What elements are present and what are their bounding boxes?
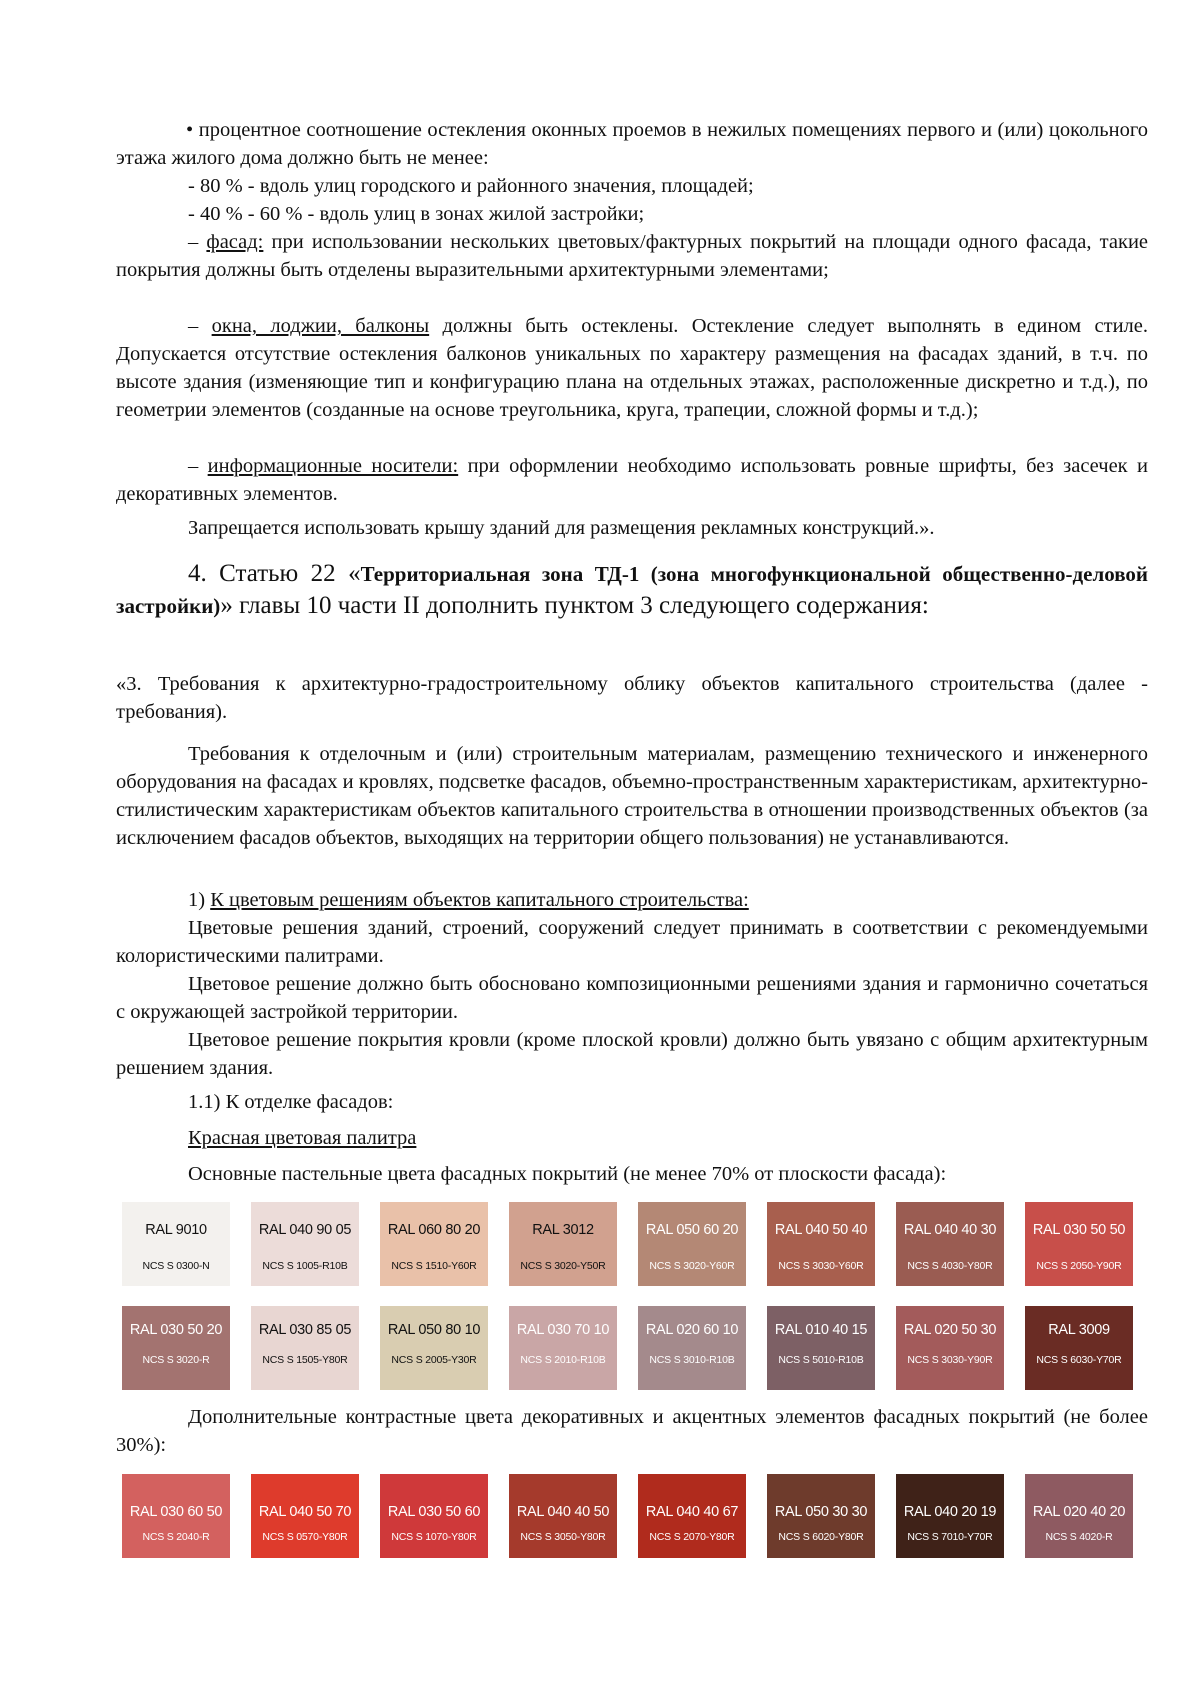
paragraph-roof-ads: Запрещается использовать крышу зданий для размещения рекламных конструкций.». bbox=[188, 517, 935, 539]
swatch-ral-code: RAL 030 50 60 bbox=[387, 1504, 481, 1520]
swatch-ral-code: RAL 9010 bbox=[145, 1222, 207, 1238]
color-swatch bbox=[1025, 1306, 1133, 1390]
swatch-ral-code: RAL 050 30 30 bbox=[774, 1504, 868, 1520]
swatch-ral-code: RAL 3009 bbox=[1048, 1322, 1110, 1338]
swatch-ncs-code: NCS S 2070-Y80R bbox=[649, 1531, 735, 1543]
swatch-ncs-code: NCS S 6030-Y70R bbox=[1036, 1354, 1122, 1366]
swatch-ral-code: RAL 040 50 70 bbox=[258, 1504, 352, 1520]
paragraph-main-colors: Основные пастельные цвета фасадных покрытий (не менее 70% от плоскости фасада): bbox=[188, 1163, 947, 1185]
paragraph-color-palettes: Цветовые решения зданий, строений, сооружений следует принимать в соответствии с рекомендуемыми колористическими палитрами. bbox=[116, 917, 1148, 967]
swatch-ral-code: RAL 040 50 40 bbox=[774, 1222, 868, 1238]
swatch-ral-code: RAL 030 60 50 bbox=[129, 1504, 223, 1520]
swatch-ral-code: RAL 020 60 10 bbox=[645, 1322, 739, 1338]
dash: – bbox=[188, 455, 208, 477]
item-number: 1) bbox=[188, 889, 211, 911]
color-swatch bbox=[638, 1202, 746, 1286]
swatch-ncs-code: NCS S 0300-N bbox=[142, 1260, 210, 1272]
color-swatch bbox=[122, 1474, 230, 1558]
swatch-ncs-code: NCS S 1070-Y80R bbox=[391, 1531, 477, 1543]
color-swatch bbox=[380, 1202, 488, 1286]
swatch-ncs-code: NCS S 3030-Y60R bbox=[778, 1260, 864, 1272]
color-swatch bbox=[251, 1202, 359, 1286]
swatch-ncs-code: NCS S 3050-Y80R bbox=[520, 1531, 606, 1543]
swatch-ral-code: RAL 030 50 50 bbox=[1032, 1222, 1126, 1238]
swatch-ncs-code: NCS S 2010-R10B bbox=[520, 1354, 606, 1366]
swatch-ncs-code: NCS S 3020-Y50R bbox=[520, 1260, 606, 1272]
swatch-ral-code: RAL 040 40 67 bbox=[645, 1504, 739, 1520]
facade-term: фасад: bbox=[206, 231, 264, 253]
color-solutions-title: К цветовым решениям объектов капитального строительства: bbox=[210, 889, 749, 911]
swatch-ncs-code: NCS S 3030-Y90R bbox=[907, 1354, 993, 1366]
red-palette-title: Красная цветовая палитра bbox=[188, 1127, 417, 1149]
zone-title: Территориальная зона ТД-1 (зона многофункциональной общественно-деловой застройки) bbox=[116, 562, 1148, 618]
swatch-ral-code: RAL 040 20 19 bbox=[903, 1504, 997, 1520]
color-swatch bbox=[509, 1306, 617, 1390]
swatch-ncs-code: NCS S 4020-R bbox=[1045, 1531, 1113, 1543]
facade-text: при использовании нескольких цветовых/фактурных покрытий на площади одного фасада, такие покрытия должны быть отделены выразительными архитектурными элементами; bbox=[116, 231, 1149, 281]
paragraph-composition: Цветовое решение должно быть обосновано композиционными решениями здания и гармонично сочетаться с окружающей застройкой территории. bbox=[116, 973, 1148, 1023]
color-swatch bbox=[896, 1306, 1004, 1390]
color-swatch bbox=[638, 1474, 746, 1558]
color-swatch bbox=[380, 1306, 488, 1390]
color-swatch bbox=[896, 1202, 1004, 1286]
swatch-ral-code: RAL 030 85 05 bbox=[258, 1322, 352, 1338]
paragraph-facade-finish: 1.1) К отделке фасадов: bbox=[188, 1091, 394, 1113]
color-swatch bbox=[767, 1202, 875, 1286]
color-swatch bbox=[1025, 1474, 1133, 1558]
swatch-ral-code: RAL 050 80 10 bbox=[387, 1322, 481, 1338]
article-intro: 4. Статью 22 « bbox=[188, 560, 361, 587]
swatch-ncs-code: NCS S 3010-R10B bbox=[649, 1354, 735, 1366]
swatch-ral-code: RAL 050 60 20 bbox=[645, 1222, 739, 1238]
color-swatch bbox=[767, 1474, 875, 1558]
paragraph-accent-colors: Дополнительные контрастные цвета декоративных и акцентных элементов фасадных покрытий (не более 30%): bbox=[116, 1406, 1148, 1456]
dash: – bbox=[188, 231, 207, 253]
swatch-ral-code: RAL 020 40 20 bbox=[1032, 1504, 1126, 1520]
swatch-ral-code: RAL 040 40 50 bbox=[516, 1504, 610, 1520]
color-swatch bbox=[251, 1474, 359, 1558]
swatch-ral-code: RAL 060 80 20 bbox=[387, 1222, 481, 1238]
article-tail: » главы 10 части II дополнить пунктом 3 следующего содержания: bbox=[220, 592, 929, 619]
paragraph-info-carriers bbox=[116, 452, 1148, 508]
color-swatch bbox=[509, 1474, 617, 1558]
swatch-ncs-code: NCS S 7010-Y70R bbox=[907, 1531, 993, 1543]
paragraph-80-percent: - 80 % - вдоль улиц городского и районного значения, площадей; bbox=[188, 175, 754, 197]
paragraph-requirements-materials: Требования к отделочным и (или) строительным материалам, размещению технического и инженерного оборудования на фасадах и кровлях, подсветке фасадов, объемно-пространственным характеристикам, архитектурно-стилистическим характеристикам объектов капитального строительства в отношении производственных объектов (за исключением фасадов объектов, выходящих на территории общего пользования) не устанавливаются. bbox=[116, 743, 1148, 849]
paragraph-facade bbox=[116, 228, 1148, 284]
swatch-ncs-code: NCS S 0570-Y80R bbox=[262, 1531, 348, 1543]
swatch-ncs-code: NCS S 4030-Y80R bbox=[907, 1260, 993, 1272]
info-term: информационные носители: bbox=[207, 455, 459, 477]
paragraph-glazing-ratio: • процентное соотношение остекления оконных проемов в нежилых помещениях первого и (или) цокольного этажа жилого дома должно быть не менее: bbox=[116, 119, 1148, 169]
swatch-ral-code: RAL 040 90 05 bbox=[258, 1222, 352, 1238]
swatch-ral-code: RAL 020 50 30 bbox=[903, 1322, 997, 1338]
swatch-ncs-code: NCS S 3020-Y60R bbox=[649, 1260, 735, 1272]
swatch-ncs-code: NCS S 1005-R10B bbox=[262, 1260, 348, 1272]
dash: – bbox=[188, 315, 212, 337]
color-swatch bbox=[509, 1202, 617, 1286]
swatch-ral-code: RAL 030 50 20 bbox=[129, 1322, 223, 1338]
color-swatch bbox=[638, 1306, 746, 1390]
windows-text: должны быть остеклены. Остекление следует выполнять в едином стиле. Допускается отсутствие остекления балконов уникальных по характеру размещения на фасадах зданий, в т.ч. по высоте здания (изменяющие тип и конфигурацию плана на отдельных этажах, расположенные дискретно и т.д.), по геометрии элементов (созданные на основе треугольника, круга, трапеции, сложной формы и т.д.); bbox=[116, 315, 1148, 421]
swatch-ral-code: RAL 010 40 15 bbox=[774, 1322, 868, 1338]
swatch-ral-code: RAL 030 70 10 bbox=[516, 1322, 610, 1338]
swatch-ncs-code: NCS S 2050-Y90R bbox=[1036, 1260, 1122, 1272]
swatch-ncs-code: NCS S 5010-R10B bbox=[778, 1354, 864, 1366]
windows-term: окна, лоджии, балконы bbox=[211, 315, 430, 337]
swatch-ncs-code: NCS S 6020-Y80R bbox=[778, 1531, 864, 1543]
paragraph-windows bbox=[116, 312, 1148, 424]
paragraph-article-22 bbox=[116, 558, 1148, 622]
color-swatch bbox=[1025, 1202, 1133, 1286]
swatch-ncs-code: NCS S 2040-R bbox=[142, 1531, 210, 1543]
color-swatch bbox=[767, 1306, 875, 1390]
swatch-ncs-code: NCS S 1505-Y80R bbox=[262, 1354, 348, 1366]
paragraph-40-60-percent: - 40 % - 60 % - вдоль улиц в зонах жилой застройки; bbox=[188, 203, 645, 225]
color-swatch bbox=[380, 1474, 488, 1558]
paragraph-roof-color: Цветовое решение покрытия кровли (кроме плоской кровли) должно быть увязано с общим архитектурным решением здания. bbox=[116, 1029, 1148, 1079]
paragraph-requirements-3: «3. Требования к архитектурно-градостроительному облику объектов капитального строительства (далее - требования). bbox=[116, 673, 1148, 723]
swatch-ral-code: RAL 3012 bbox=[532, 1222, 594, 1238]
paragraph-color-solutions-heading bbox=[116, 886, 1148, 914]
color-swatch bbox=[122, 1202, 230, 1286]
swatch-ncs-code: NCS S 3020-R bbox=[142, 1354, 210, 1366]
color-swatch bbox=[122, 1306, 230, 1390]
swatch-ral-code: RAL 040 40 30 bbox=[903, 1222, 997, 1238]
info-text: при оформлении необходимо использовать ровные шрифты, без засечек и декоративных элементов. bbox=[116, 455, 1149, 505]
swatch-ncs-code: NCS S 2005-Y30R bbox=[391, 1354, 477, 1366]
swatch-ncs-code: NCS S 1510-Y60R bbox=[391, 1260, 477, 1272]
color-swatch bbox=[251, 1306, 359, 1390]
color-swatch bbox=[896, 1474, 1004, 1558]
